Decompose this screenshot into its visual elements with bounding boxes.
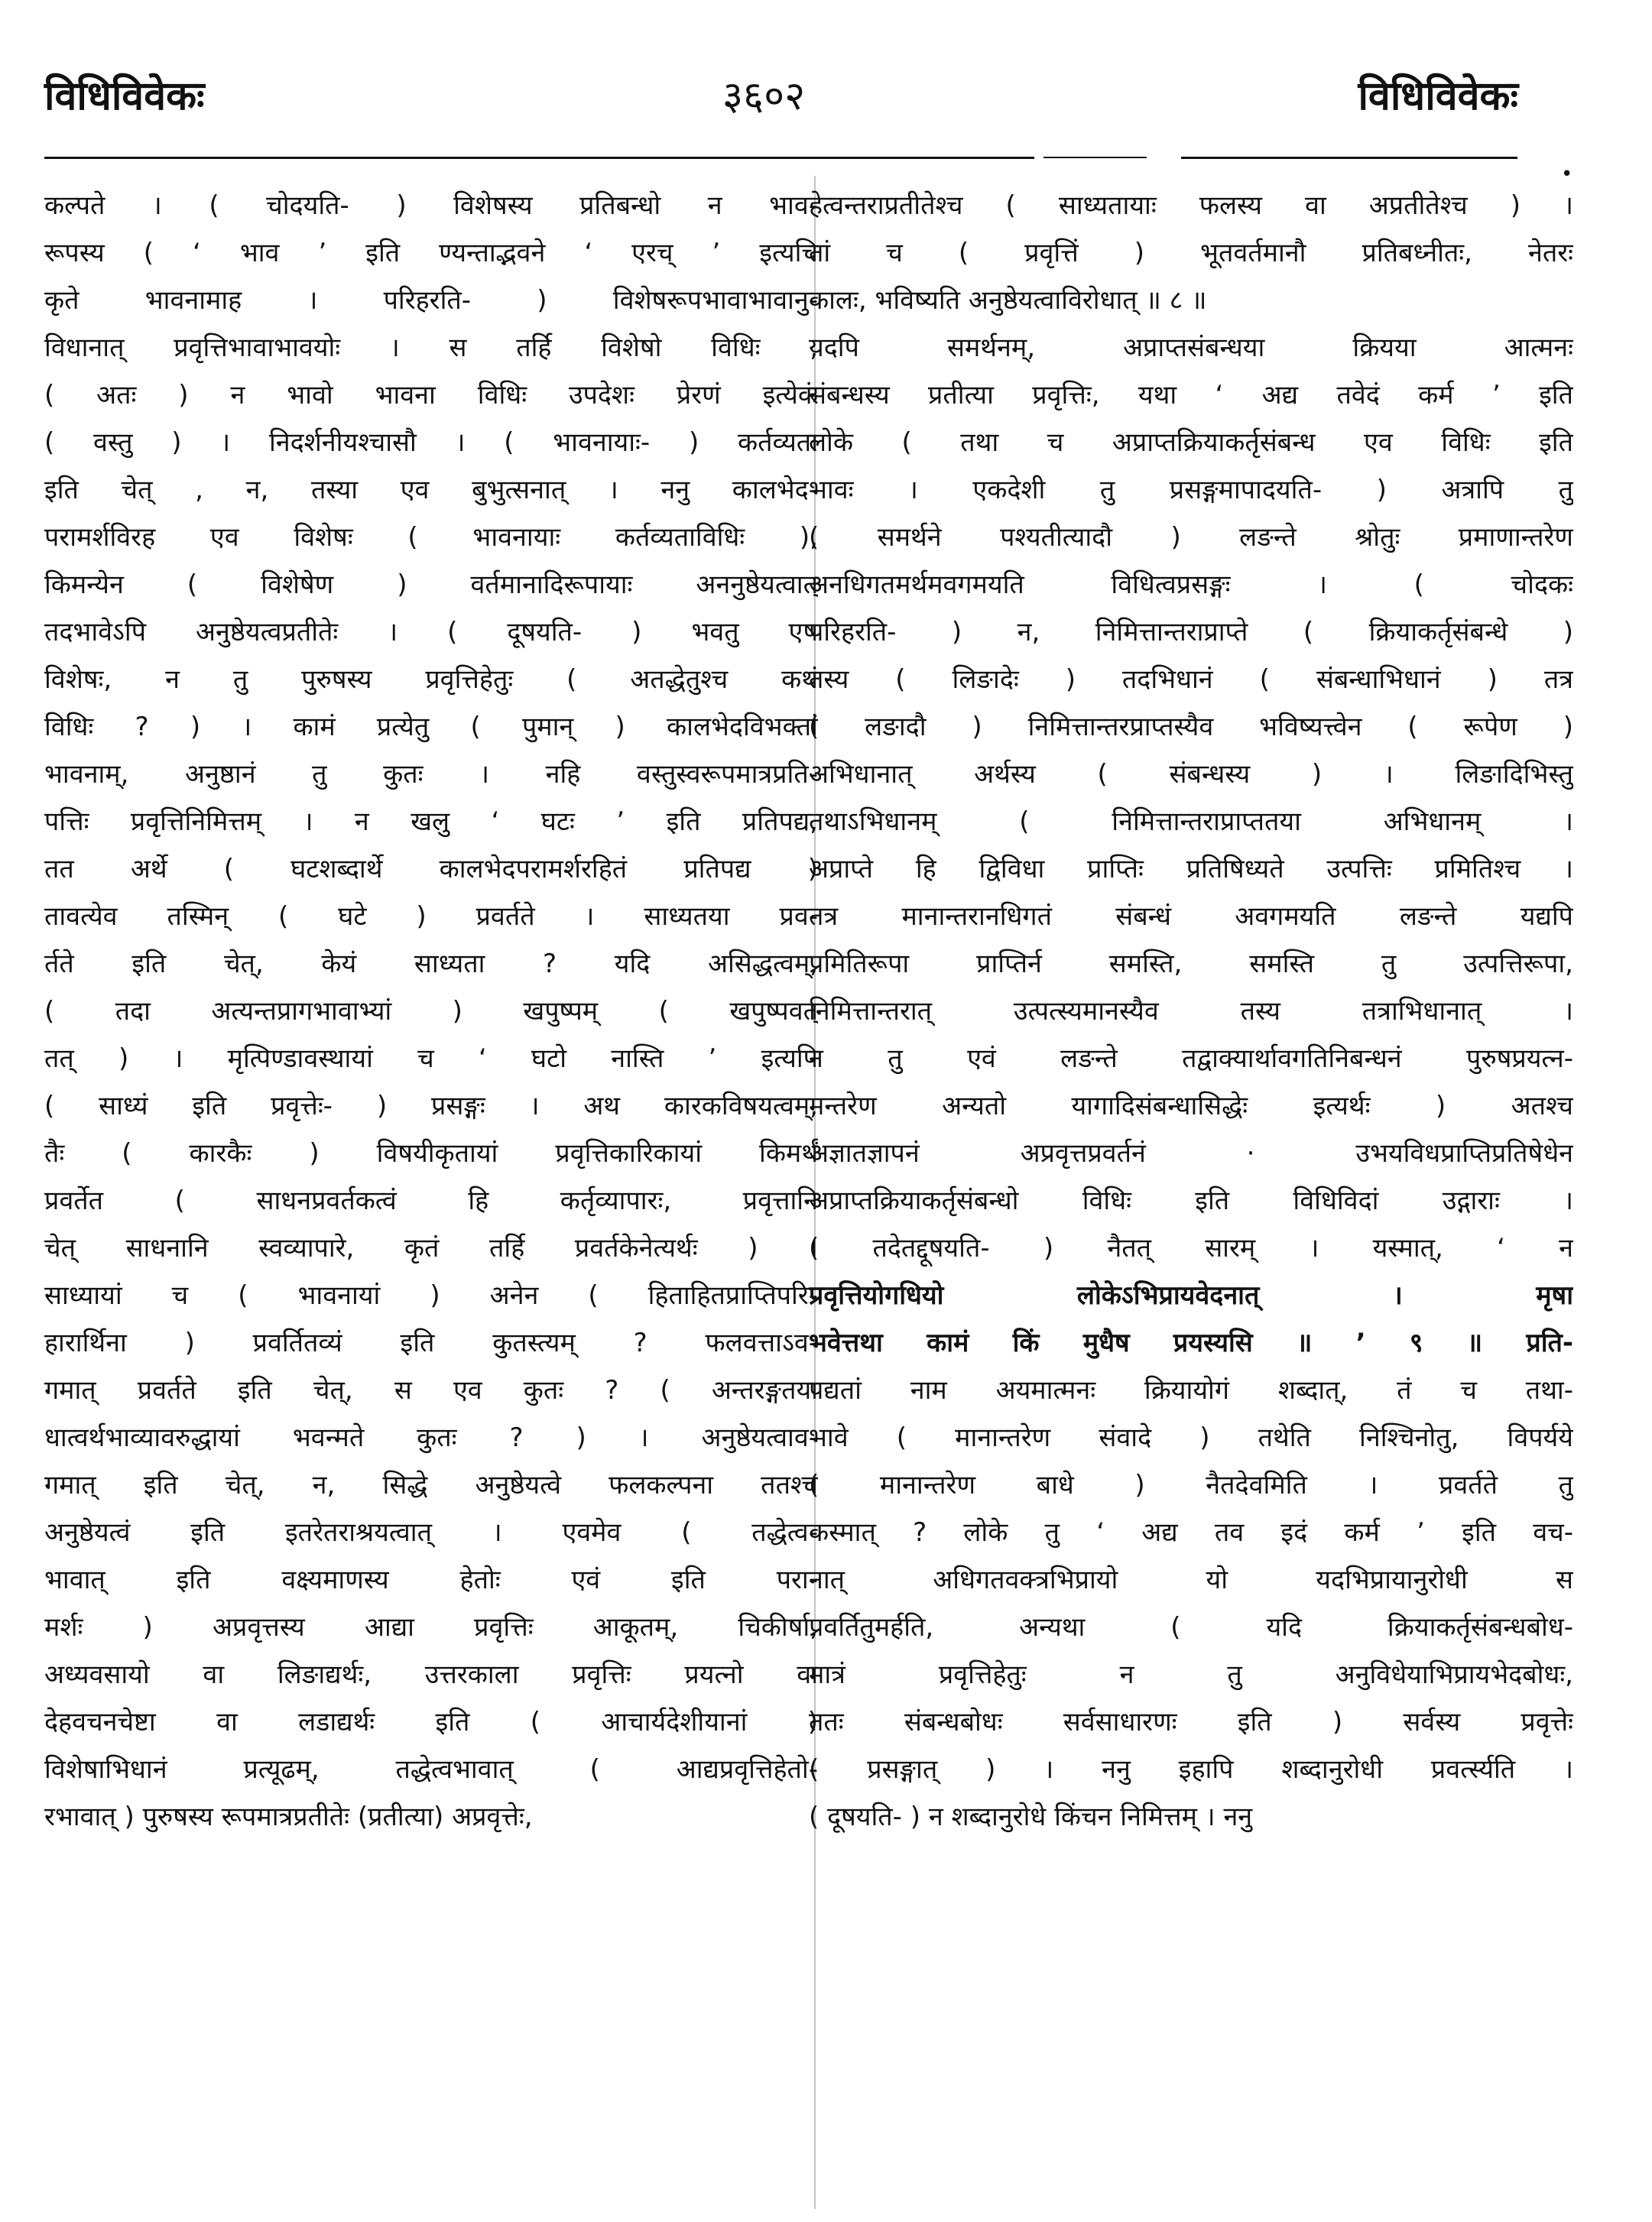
text-line: धात्वर्थभाव्यावरुद्धायां भवन्मते कुतः ? ) । अनुष्ठेयत्वाव- <box>44 1422 818 1453</box>
text-line: ( साध्यं इति प्रवृत्तेः- ) प्रसङ्गः । अथ कारकविषयत्वम्, <box>44 1091 818 1121</box>
text-line: रूपस्य ( ‘ भाव ’ इति ण्यन्ताद्भवने ‘ एरच् ’ इत्यचि <box>44 238 818 268</box>
text-line: मन्तरेण अन्यतो यागादिसंबन्धासिद्धेः इत्यर्थः ) अतश्च <box>809 1091 1573 1121</box>
text-line: नात् अधिगतवक्त्रभिप्रायो यो यदभिप्रायानुरोधी स <box>809 1565 1573 1595</box>
text-line: कस्मात् ? लोके तु ‘ अद्य तव इदं कर्म ’ इति वच- <box>809 1517 1573 1548</box>
text-line: भावात् इति वक्ष्यमाणस्य हेतोः एवं इति परा- <box>44 1565 818 1595</box>
running-title-left: विधिविवेकः <box>44 73 205 119</box>
header-rule <box>44 157 1034 159</box>
text-line: लोके ( तथा च अप्राप्तक्रियाकर्तृसंबन्ध एव विधिः इति <box>809 427 1573 458</box>
text-line: भावनाम्, अनुष्ठानं तु कुतः । नहि वस्तुस्वरूपमात्रप्रति- <box>44 759 818 790</box>
text-line: अप्राप्तक्रियाकर्तृसंबन्धो विधिः इति विधिविदां उद्गाराः । <box>809 1186 1573 1216</box>
text-line: चेत् साधनानि स्वव्यापारे, कृतं तर्हि प्रवर्तकेनेत्यर्थः ) । <box>44 1233 818 1263</box>
text-line: विशेषः, न तु पुरुषस्य प्रवृत्तिहेतुः ( अतद्धेतुश्च कथं <box>44 664 818 695</box>
text-line: कालः, भविष्यति अनुष्ठेयत्वाविरोधात् ॥ ८ ॥ <box>809 285 1207 316</box>
text-line: ( दूषयति- ) न शब्दानुरोधे किंचन निमित्तम् । ननु <box>809 1802 1253 1832</box>
text-line: तत् ) । मृत्पिण्डावस्थायां च ‘ घटो नास्ति ’ इत्यपि <box>44 1043 818 1074</box>
text-line: ( समर्थने पश्यतीत्यादौ ) लङन्ते श्रोतुः प्रमाणान्तरेण <box>809 522 1573 553</box>
text-line: अध्यवसायो वा लिङाद्यर्थः, उत्तरकाला प्रवृत्तिः प्रयत्नो वा <box>44 1659 818 1690</box>
text-line: संबन्धस्य प्रतीत्या प्रवृत्तिः, यथा ‘ अद्य तवेदं कर्म ’ इति <box>809 380 1573 410</box>
text-line: मर्शः ) अप्रवृत्तस्य आद्या प्रवृत्तिः आकूतम्, चिकीर्षा, <box>44 1612 818 1643</box>
text-line: कृते भावनामाह । परिहरति- ) विशेषरूपभावाभावानु- <box>44 285 818 316</box>
text-line: र्तते इति चेत्, केयं साध्यता ? यदि असिद्धत्वम्, <box>44 949 818 979</box>
text-line: निमित्तान्तरात् उत्पत्स्यमानस्यैव तस्य तत्राभिधानात् । <box>809 996 1573 1027</box>
text-line: तावत्येव तस्मिन् ( घटे ) प्रवर्तते । साध्यतया प्रव- <box>44 901 818 932</box>
text-line: परामर्शविरह एव विशेषः ( भावनायाः कर्तव्यताविधिः ), <box>44 522 818 553</box>
text-line: भवेत्तथा कामं किं मुधैष प्रयस्यसि ॥ ’ ९ ॥ प्रति- <box>809 1328 1573 1358</box>
text-line: किमन्येन ( विशेषेण ) वर्तमानादिरूपायाः अननुष्ठेयत्वात् <box>44 569 818 600</box>
text-line: अज्ञातज्ञापनं अप्रवृत्तप्रवर्तनं · उभयविधप्राप्तिप्रतिषेधेन <box>809 1138 1573 1169</box>
text-line: रभावात् ) पुरुषस्य रूपमात्रप्रतीतेः (प्रतीत्या) अप्रवृत्तेः, <box>44 1802 533 1832</box>
header-rule-gap <box>1043 157 1147 158</box>
text-line: ततः संबन्धबोधः सर्वसाधारणः इति ) सर्वस्य प्रवृत्तेः <box>809 1707 1573 1737</box>
text-line: देहवचनचेष्टा वा लडाद्यर्थः इति ( आचार्यदेशीयानां ) <box>44 1707 818 1737</box>
text-line: गमात् इति चेत्, न, सिद्धे अनुष्ठेयत्वे फलकल्पना ततश्च <box>44 1470 818 1500</box>
margin-mark: • <box>1561 163 1573 186</box>
text-line: भावः । एकदेशी तु प्रसङ्गमापादयति- ) अत्रापि तु <box>809 475 1573 505</box>
text-line: ( तदेतद्दूषयति- ) नैतत् सारम् । यस्मात्, ‘ न <box>809 1233 1573 1263</box>
text-line: विधिः ? ) । कामं प्रत्येतु ( पुमान् ) कालभेदविभक्तां <box>44 712 818 742</box>
header-rule-right <box>1181 157 1517 159</box>
text-line: ( अतः ) न भावो भावना विधिः उपदेशः प्रेरणं इत्येकं <box>44 380 818 410</box>
text-line: प्रमितिरूपा प्राप्तिर्न समस्ति, समस्ति तु उत्पत्तिरूपा, <box>809 949 1573 979</box>
text-line: मात्रं प्रवृत्तिहेतुः न तु अनुविधेयाभिप्रायभेदबोधः, <box>809 1659 1573 1690</box>
right-column <box>809 182 1573 1841</box>
text-line: अप्राप्ते हि द्विविधा प्राप्तिः प्रतिषिध्यते उत्पत्तिः प्रमितिश्च । <box>809 854 1573 884</box>
text-line: ( तदा अत्यन्तप्रागभावाभ्यां ) खपुष्पम् ( खपुष्पवत् <box>44 996 818 1027</box>
text-line: तत्र मानान्तरानधिगतं संबन्धं अवगमयति लङन्ते यद्यपि <box>809 901 1573 932</box>
running-title-right: विधिविवेकः <box>1358 73 1518 119</box>
text-line: विधानात् प्रवृत्तिभावाभावयोः । स तर्हि विशेषो विधिः , <box>44 332 818 363</box>
text-line: न तु एवं लङन्ते तद्वाक्यार्थावगतिनिबन्धनं पुरुषप्रयत्न- <box>809 1043 1573 1074</box>
text-line: परिहरति- ) न, निमित्तान्तराप्राप्ते ( क्रियाकर्तृसंबन्धे ) <box>809 617 1573 647</box>
text-line: विशेषाभिधानं प्रत्यूढम्, तद्धेत्वभावात् ( आद्यप्रवृत्तिहेतो- <box>44 1754 818 1785</box>
text-line: तथाऽभिधानम् ( निमित्तान्तराप्राप्ततया अभिधानम् । <box>809 806 1573 837</box>
text-line: इति चेत् , न, तस्या एव बुभुत्सनात् । ननु कालभेद- <box>44 475 818 505</box>
text-line: प्रवर्तितुमर्हति, अन्यथा ( यदि क्रियाकर्तृसंबन्धबोध- <box>809 1612 1573 1643</box>
text-line: गमात् प्रवर्तते इति चेत्, स एव कुतः ? ( अन्तरङ्गतया <box>44 1375 818 1406</box>
text-line: साध्यायां च ( भावनायां ) अनेन ( हिताहितप्राप्तिपरि- <box>44 1280 818 1311</box>
text-line: ( वस्तु ) । निदर्शनीयश्चासौ । ( भावनायाः- ) कर्तव्यता <box>44 427 818 458</box>
text-line: प्रवर्तेत ( साधनप्रवर्तकत्वं हि कर्तृव्यापारः, प्रवृत्तानि <box>44 1186 818 1216</box>
left-column <box>44 182 818 1841</box>
text-line: ( मानान्तरेण बाधे ) नैतदेवमिति । प्रवर्तते तु <box>809 1470 1573 1500</box>
text-line: तस्य ( लिङादेः ) तदभिधानं ( संबन्धाभिधानं ) तत्र <box>809 664 1573 695</box>
text-line: पत्तिः प्रवृत्तिनिमित्तम् । न खलु ‘ घटः ’ इति प्रतिपद्य, <box>44 806 818 837</box>
text-line: भावे ( मानान्तरेण संवादे ) तथेति निश्चिनोतु, विपर्यये <box>809 1422 1573 1453</box>
text-line: हारार्थिना ) प्रवर्तितव्यं इति कुतस्त्यम् ? फलवत्ताऽव- <box>44 1328 818 1358</box>
text-line: तदभावेऽपि अनुष्ठेयत्वप्रतीतेः । ( दूषयति- ) भवतु एष <box>44 617 818 647</box>
text-line: तत अर्थे ( घटशब्दार्थे कालभेदपरामर्शरहितं प्रतिपद्य ) <box>44 854 818 884</box>
text-line: प्रवृत्तियोगधियो लोकेऽभिप्रायवेदनात् । मृषा <box>809 1280 1573 1311</box>
text-line: अनधिगतमर्थमवगमयति विधित्वप्रसङ्गः । ( चोदकः <box>809 569 1573 600</box>
text-line: अभिधानात् अर्थस्य ( संबन्धस्य ) । लिङादिभिस्तु <box>809 759 1573 790</box>
text-line: कल्पते । ( चोदयति- ) विशेषस्य प्रतिबन्धो न भाव- <box>44 190 818 221</box>
text-line: अनुष्ठेयत्वं इति इतरेतराश्रयत्वात् । एवमेव ( तद्धेत्व- <box>44 1517 818 1548</box>
text-line: तैः ( कारकैः ) विषयीकृतायां प्रवृत्तिकारिकायां किमर्थं <box>44 1138 818 1169</box>
page-number: ३६०२ <box>722 73 806 119</box>
text-line: पद्यतां नाम अयमात्मनः क्रियायोगं शब्दात्, तं च तथा- <box>809 1375 1573 1406</box>
text-line: हेत्वन्तराप्रतीतेश्च ( साध्यतायाः फलस्य वा अप्रतीतेश्च ) । <box>809 190 1573 221</box>
text-line: यदपि समर्थनम्, अप्राप्तसंबन्धया क्रियया आत्मनः <box>809 332 1573 363</box>
text-line: तां च ( प्रवृत्तिं ) भूतवर्तमानौ प्रतिबध्नीतः, नेतरः <box>809 238 1573 268</box>
text-line: ( प्रसङ्गात् ) । ननु इहापि शब्दानुरोधी प्रवर्त्स्यति । <box>809 1754 1573 1785</box>
text-line: ( लङादौ ) निमित्तान्तरप्राप्तस्यैव भविष्यत्त्वेन ( रूपेण ) <box>809 712 1573 742</box>
